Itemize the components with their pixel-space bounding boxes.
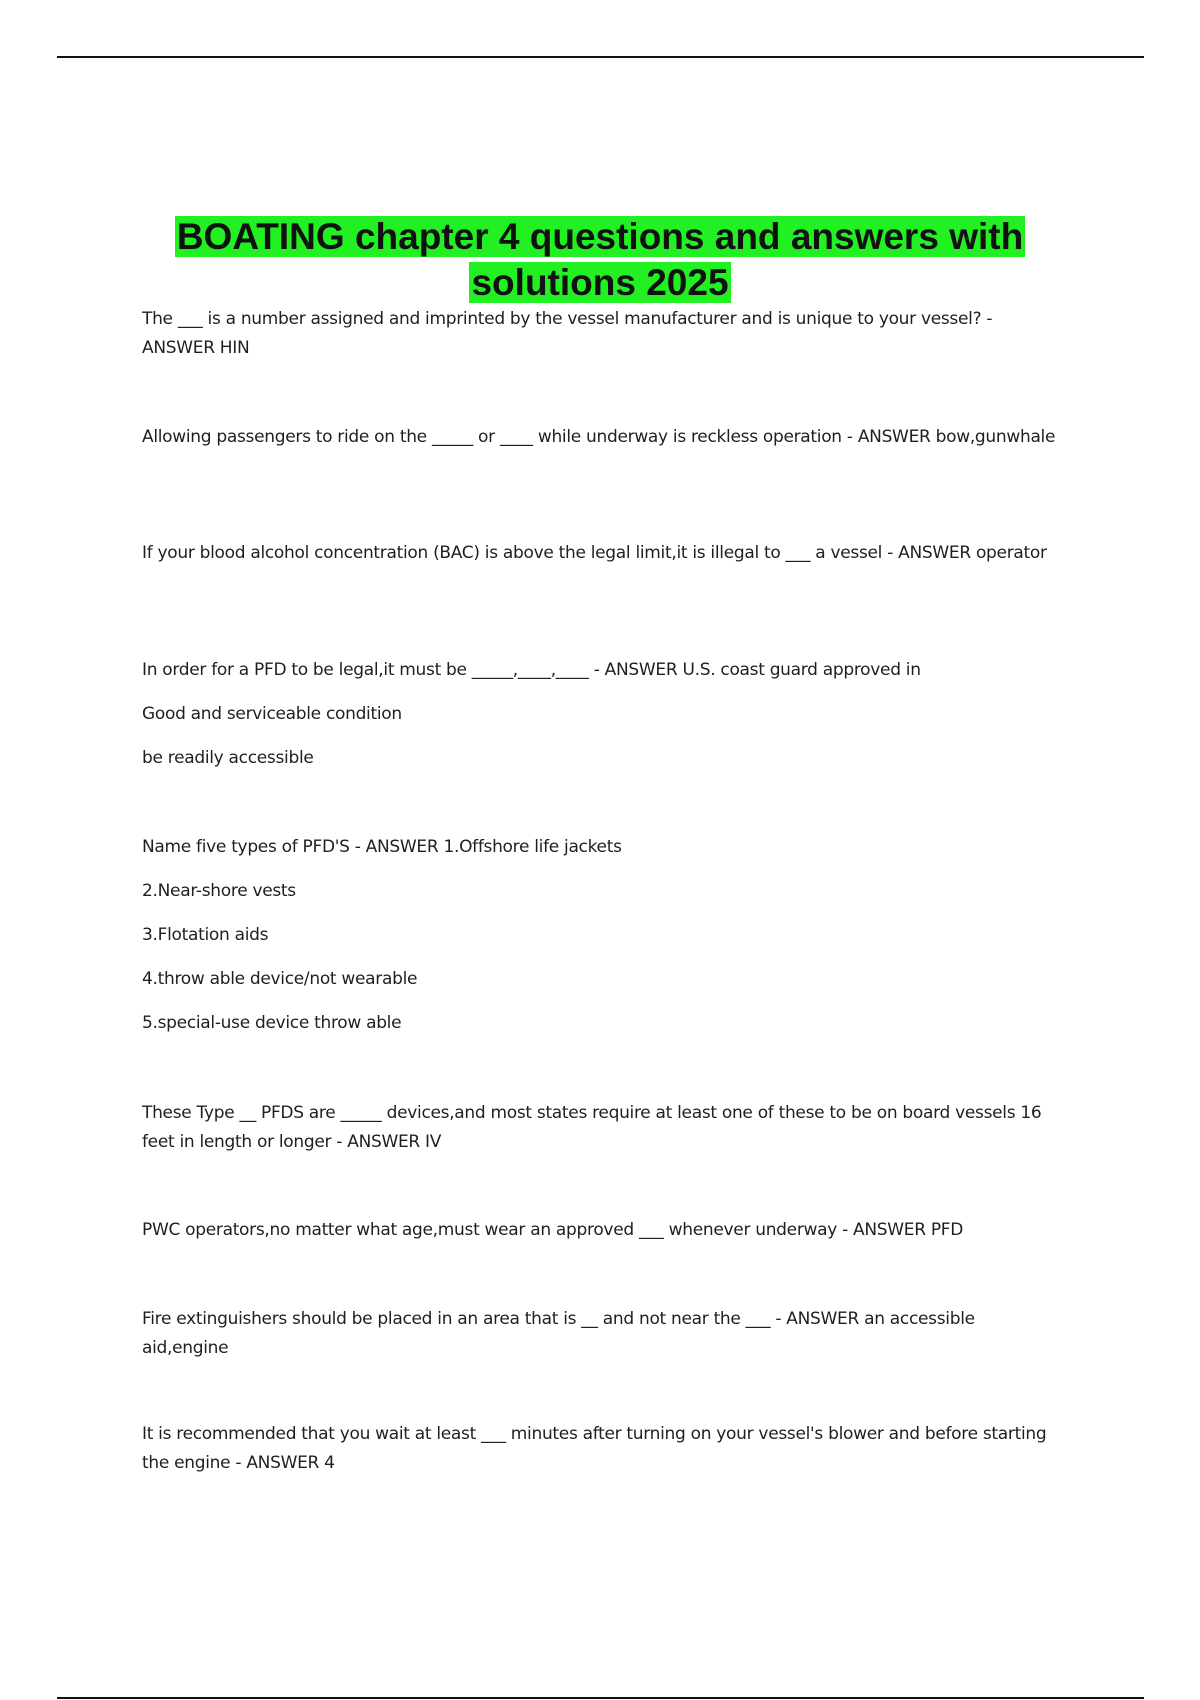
title-line-1: BOATING chapter 4 questions and answers with xyxy=(176,216,1024,257)
qa-extra-line: 2.Near-shore vests xyxy=(142,881,296,901)
qa-item xyxy=(142,1099,1062,1157)
qa-item xyxy=(142,656,1062,773)
qa-item xyxy=(142,1305,1062,1363)
qa-text: These Type __ PFDS are _____ devices,and most states require at least one of these to be on board vessels 16 feet in length or longer - ANSWER IV xyxy=(142,1103,1042,1152)
title-line-2: solutions 2025 xyxy=(471,262,729,303)
qa-text: Allowing passengers to ride on the _____ or ____ while underway is reckless operation - ANSWER bow,gunwhale xyxy=(142,427,1056,447)
footer-rule xyxy=(57,1697,1144,1699)
header-rule xyxy=(57,56,1144,58)
qa-item xyxy=(142,833,1062,1038)
qa-text: PWC operators,no matter what age,must wear an approved ___ whenever underway - ANSWER PFD xyxy=(142,1220,964,1240)
document-title xyxy=(130,214,1070,306)
qa-extra-line: 3.Flotation aids xyxy=(142,925,269,945)
qa-extra-line: be readily accessible xyxy=(142,748,314,768)
qa-extra-line: 5.special-use device throw able xyxy=(142,1013,402,1033)
qa-text: The ___ is a number assigned and imprinted by the vessel manufacturer and is unique to your vessel? - ANSWER HIN xyxy=(142,309,993,358)
qa-item xyxy=(142,305,1062,363)
qa-text: Name five types of PFD'S - ANSWER 1.Offshore life jackets xyxy=(142,837,622,857)
qa-item xyxy=(142,423,1062,452)
qa-text: If your blood alcohol concentration (BAC) is above the legal limit,it is illegal to ___ a vessel - ANSWER operator xyxy=(142,543,1047,563)
qa-extra-line: Good and serviceable condition xyxy=(142,704,402,724)
qa-text: In order for a PFD to be legal,it must be _____,____,____ - ANSWER U.S. coast guard approved in xyxy=(142,660,921,680)
qa-item xyxy=(142,1420,1062,1478)
qa-item xyxy=(142,1216,1062,1245)
qa-extra-line: 4.throw able device/not wearable xyxy=(142,969,418,989)
qa-text: Fire extinguishers should be placed in an area that is __ and not near the ___ - ANSWER an accessible aid,engine xyxy=(142,1309,975,1358)
qa-text: It is recommended that you wait at least ___ minutes after turning on your vessel's blower and before starting the engine - ANSWER 4 xyxy=(142,1424,1047,1473)
qa-item xyxy=(142,539,1062,568)
